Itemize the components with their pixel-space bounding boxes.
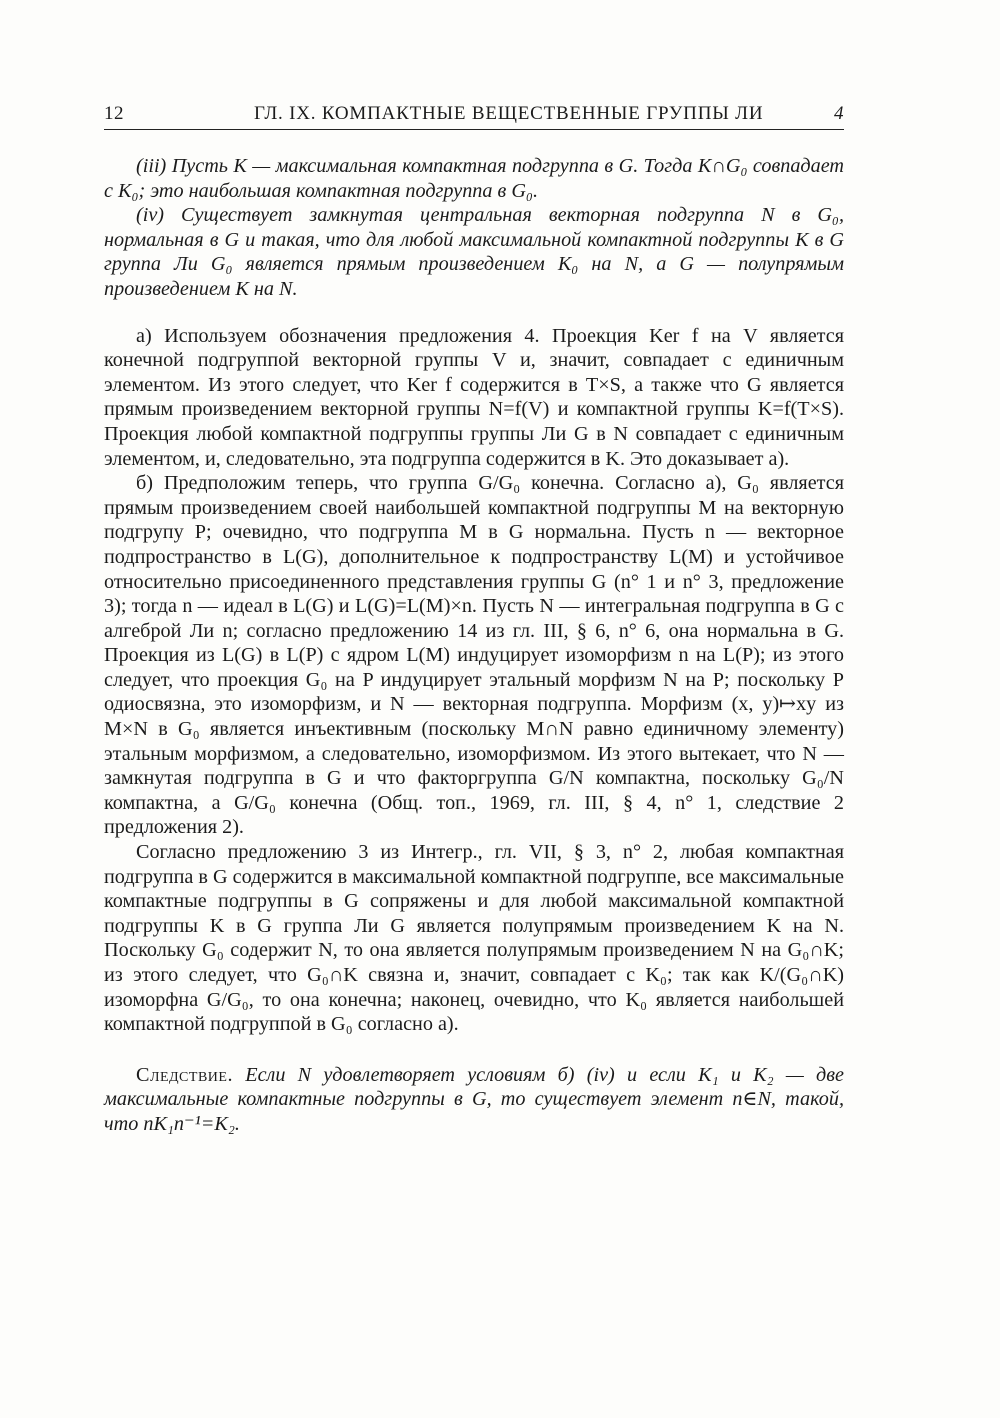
statement-iii: (iii) Пусть K — максимальная компактная подгруппа в G. Тогда K∩G₀ совпадает с K₀; это наибольшая компактная подгруппа в G₀. — [104, 155, 844, 202]
proof-part-a: а) Используем обозначения предложения 4. Проекция Ker f на V является конечной подгруппой векторной группы V и, значит, совпадает с единичным элементом. Из этого следует, что Ker f содержится в T×S, а также что G является прямым произведением векторной группы N=f(V) и компактной группы K=f(T×S). Проекция любой компактной подгруппы группы Ли G в N совпадает с единичным элементом, и, следовательно, эта подгруппа содержится в K. Это доказывает а). — [104, 324, 844, 470]
page-number: 12 — [104, 103, 124, 124]
corollary-text: Если N удовлетворяет условиям б) (iv) и если K₁ и K₂ — две максимальные компактные подгруппы в G, то существует элемент n∈N, такой, что nK₁n⁻¹=K₂. — [104, 1063, 844, 1135]
corollary — [104, 1063, 844, 1137]
section-number: 4 — [834, 103, 844, 124]
header-rule — [104, 129, 844, 130]
page-body — [104, 154, 844, 1137]
corollary-label: Следствие. — [136, 1063, 233, 1086]
statement-iv: (iv) Существует замкнутая центральная векторная подгруппа N в G₀, нормальная в G и такая, что для любой максимальной компактной подгруппы K в G группа Ли G₀ является прямым произведением K₀ на N, а G — полупрямым произведением K на N. — [104, 204, 844, 300]
proof-part-c: Согласно предложению 3 из Интегр., гл. VII, § 3, n° 2, любая компактная подгруппа в G содержится в максимальной компактной подгруппе, все максимальные компактные подгруппы в G сопряжены и для любой максимальной компактной подгруппы K в G группа Ли G является полупрямым произведением K на N. Поскольку G₀ содержит N, то она является полупрямым произведением N на G₀∩K; из этого следует, что G₀∩K связна и, значит, совпадает с K₀; так как K/(G₀∩K) изоморфна G/G₀, то она конечна; наконец, очевидно, что K₀ является наибольшей компактной подгруппой в G₀ согласно а). — [104, 841, 844, 1036]
proof-part-b: б) Предположим теперь, что группа G/G₀ конечна. Согласно а), G₀ является прямым произведением своей наибольшей компактной подгруппы M на векторную подгрупу P; очевидно, что подгруппа M в G нормальна. Пусть n — векторное подпространство в L(G), дополнительное к подпространству L(M) и устойчивое относительно присоединенного представления группы G (n° 1 и n° 3, предложение 3); тогда n — идеал в L(G) и L(G)=L(M)×n. Пусть N — интегральная подгруппа в G с алгеброй Ли n; согласно предложению 14 из гл. III, § 6, n° 6, она нормальна в G. Проекция из L(G) в L(P) с ядром L(M) индуцирует изоморфизм n на L(P); из этого следует, что проекция G₀ на P индуцирует этальный морфизм N на P; поскольку P одиосвязна, это изоморфизм, и N — векторная подгруппа. Морфизм (x, y)↦xy из M×N в G₀ является инъективным (поскольку M∩N равно единичному элементу) этальным морфизмом, а следовательно, изоморфизмом. Из этого вытекает, что N — замкнутая подгруппа в G и что факторгруппа G/N компактна, поскольку G₀/N компактна, а G/G₀ конечна (Общ. топ., 1969, гл. III, § 4, n° 1, следствие 2 предложения 2). — [104, 472, 844, 839]
chapter-title: ГЛ. IX. КОМПАКТНЫЕ ВЕЩЕСТВЕННЫЕ ГРУППЫ ЛИ — [254, 103, 764, 124]
